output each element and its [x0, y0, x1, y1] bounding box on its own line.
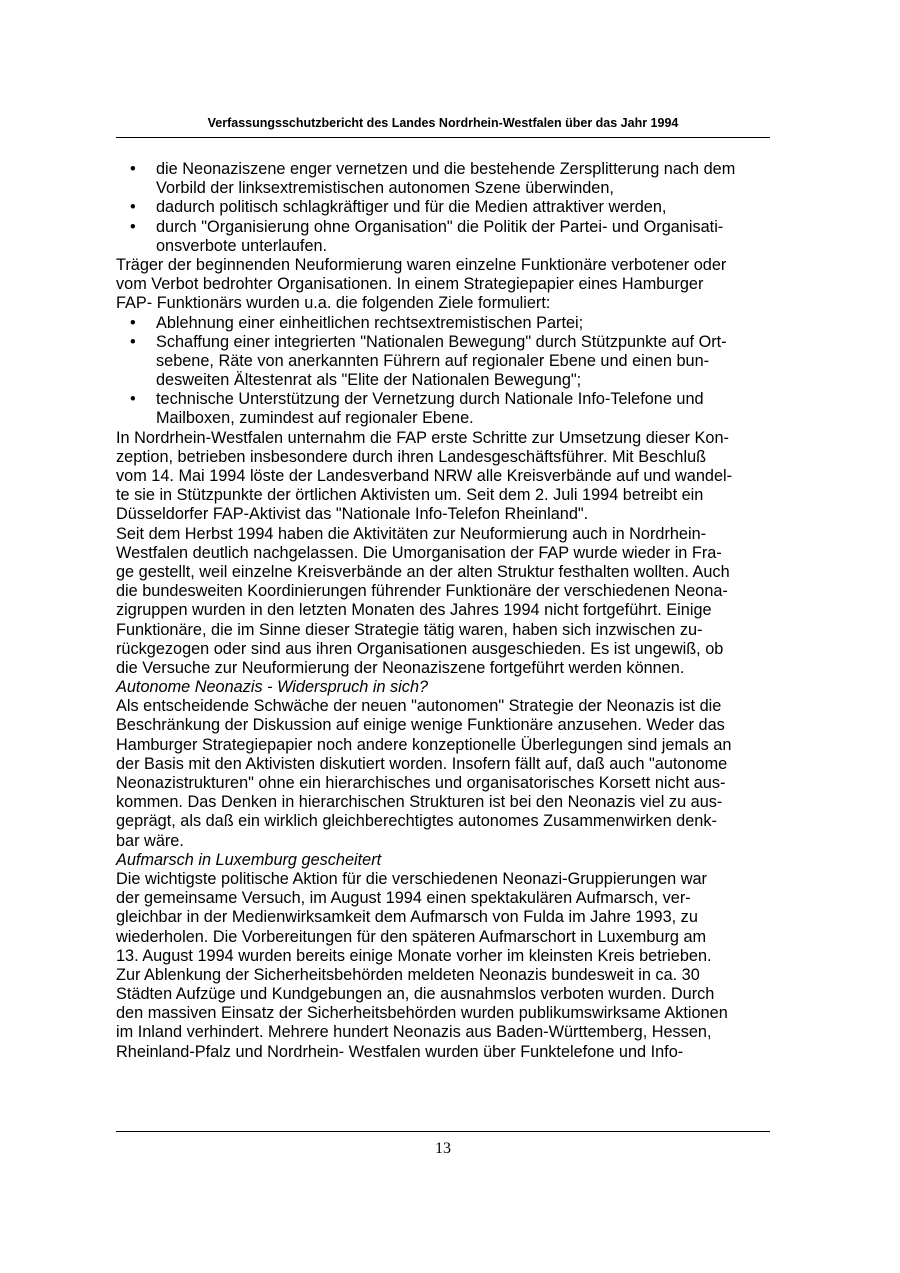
bullet-item-line — [116, 333, 786, 352]
footer-rule — [116, 1131, 770, 1132]
bullet-item-line — [116, 218, 786, 237]
bullet-marker: • — [130, 217, 136, 236]
paragraph-line: Beschränkung der Diskussion auf einige wenige Funktionäre anzusehen. Weder das — [116, 716, 725, 735]
paragraph-line: rückgezogen oder sind aus ihren Organisationen ausgeschieden. Es ist ungewiß, ob — [116, 639, 724, 658]
paragraph-line: In Nordrhein-Westfalen unternahm die FAP erste Schritte zur Umsetzung dieser Kon- — [116, 428, 729, 447]
paragraph-line: Zur Ablenkung der Sicherheitsbehörden meldeten Neonazis bundesweit in ca. 30 — [116, 965, 700, 984]
bullet-marker: • — [130, 390, 136, 409]
paragraph-line: Rheinland-Pfalz und Nordrhein- Westfalen wurden über Funktelefone und Info- — [116, 1042, 684, 1061]
paragraph-line: Westfalen deutlich nachgelassen. Die Umorganisation der FAP wurde wieder in Fra- — [116, 543, 722, 562]
running-header-title: Verfassungsschutzbericht des Landes Nordrhein-Westfalen über das Jahr 1994 — [207, 116, 679, 130]
paragraph-line: Träger der beginnenden Neuformierung waren einzelne Funktionäre verbotener oder — [116, 255, 727, 274]
paragraph-line: Funktionäre, die im Sinne dieser Strategie tätig waren, haben sich inzwischen zu- — [116, 620, 703, 639]
line-text: Schaffung einer integrierten "Nationalen Bewegung" durch Stützpunkte auf Ort- — [156, 332, 727, 351]
paragraph-line: Hamburger Strategiepapier noch andere konzeptionelle Überlegungen sind jemals an — [116, 735, 732, 754]
paragraph-line: bar wäre. — [116, 831, 184, 850]
paragraph-line: der Basis mit den Aktivisten diskutiert worden. Insofern fällt auf, daß auch "autonome — [116, 754, 728, 773]
bullet-continuation-line: sebene, Räte von anerkannten Führern auf regionaler Ebene und einen bun- — [156, 351, 710, 370]
bullet-continuation-line: Mailboxen, zumindest auf regionaler Ebene. — [156, 409, 474, 428]
paragraph-line: Neonazistrukturen" ohne ein hierarchisches und organisatorisches Korsett nicht aus- — [116, 774, 726, 792]
paragraph-line: Die wichtigste politische Aktion für die verschiedenen Neonazi-Gruppierungen war — [116, 869, 707, 888]
paragraph-line: zeption, betrieben insbesondere durch ihren Landesgeschäftsführer. Mit Beschluß — [116, 447, 707, 466]
paragraph-line: die Versuche zur Neuformierung der Neonaziszene fortgeführt werden können. — [116, 658, 685, 677]
paragraph-line: zigruppen wurden in den letzten Monaten des Jahres 1994 nicht fortgeführt. Einige — [116, 601, 712, 620]
paragraph-line: te sie in Stützpunkte der örtlichen Aktivisten um. Seit dem 2. Juli 1994 betreibt ein — [116, 486, 704, 505]
body-text — [116, 160, 786, 1062]
paragraph-line: der gemeinsame Versuch, im August 1994 einen spektakulären Aufmarsch, ver- — [116, 889, 691, 908]
line-text: Ablehnung einer einheitlichen rechtsextremistischen Partei; — [156, 313, 584, 332]
bullet-item-line — [116, 160, 786, 179]
bullet-marker: • — [130, 160, 136, 178]
paragraph-line: FAP- Funktionärs wurden u.a. die folgenden Ziele formuliert: — [116, 294, 551, 313]
paragraph-line: im Inland verhindert. Mehrere hundert Neonazis aus Baden-Württemberg, Hessen, — [116, 1023, 712, 1042]
paragraph-line: geprägt, als daß ein wirklich gleichberechtigtes autonomes Zusammenwirken denk- — [116, 812, 717, 831]
page-number: 13 — [435, 1140, 451, 1157]
paragraph-line: Als entscheidende Schwäche der neuen "autonomen" Strategie der Neonazis ist die — [116, 697, 722, 716]
paragraph-line: Düsseldorfer FAP-Aktivist das "Nationale Info-Telefon Rheinland". — [116, 505, 589, 524]
bullet-marker: • — [130, 198, 136, 217]
paragraph-line: kommen. Das Denken in hierarchischen Strukturen ist bei den Neonazis viel zu aus- — [116, 793, 723, 812]
paragraph-line: Städten Aufzüge und Kundgebungen an, die ausnahmslos verboten wurden. Durch — [116, 985, 715, 1004]
bullet-item-line — [116, 314, 786, 333]
paragraph-line: den massiven Einsatz der Sicherheitsbehörden wurden publikumswirksame Aktionen — [116, 1004, 728, 1023]
line-text: technische Unterstützung der Vernetzung durch Nationale Info-Telefone und — [156, 390, 704, 409]
line-text: dadurch politisch schlagkräftiger und für die Medien attraktiver werden, — [156, 198, 667, 217]
paragraph-line: Seit dem Herbst 1994 haben die Aktivitäten zur Neuformierung auch in Nordrhein- — [116, 524, 707, 543]
bullet-marker: • — [130, 332, 136, 351]
paragraph-line: vom 14. Mai 1994 löste der Landesverband NRW alle Kreisverbände auf und wandel- — [116, 467, 733, 485]
paragraph-line: wiederholen. Die Vorbereitungen für den späteren Aufmarschort in Luxemburg am — [116, 927, 707, 946]
bullet-continuation-line: onsverbote unterlaufen. — [156, 236, 328, 255]
section-heading: Autonome Neonazis - Widerspruch in sich? — [116, 678, 429, 697]
bullet-continuation-line: Vorbild der linksextremistischen autonomen Szene überwinden, — [156, 179, 614, 198]
paragraph-line: gleichbar in der Medienwirksamkeit dem Aufmarsch von Fulda im Jahre 1993, zu — [116, 908, 698, 927]
paragraph-line: 13. August 1994 wurden bereits einige Monate vorher im kleinsten Kreis betrieben. — [116, 946, 712, 965]
section-heading: Aufmarsch in Luxemburg gescheitert — [116, 850, 382, 869]
bullet-continuation-line: desweiten Ältestenrat als "Elite der Nationalen Bewegung"; — [156, 371, 582, 390]
header-rule — [116, 137, 770, 138]
bullet-item-line — [116, 198, 786, 217]
bullet-marker: • — [130, 313, 136, 332]
paragraph-line: die bundesweiten Koordinierungen führender Funktionäre der verschiedenen Neona- — [116, 582, 728, 601]
line-text: durch "Organisierung ohne Organisation" die Politik der Partei- und Organisati- — [156, 217, 724, 236]
paragraph-line: vom Verbot bedrohter Organisationen. In einem Strategiepapier eines Hamburger — [116, 275, 704, 294]
line-text: die Neonaziszene enger vernetzen und die bestehende Zersplitterung nach dem — [156, 160, 736, 178]
paragraph-line: ge gestellt, weil einzelne Kreisverbände an der alten Struktur festhalten wollten. Auch — [116, 562, 730, 581]
bullet-item-line — [116, 390, 786, 409]
